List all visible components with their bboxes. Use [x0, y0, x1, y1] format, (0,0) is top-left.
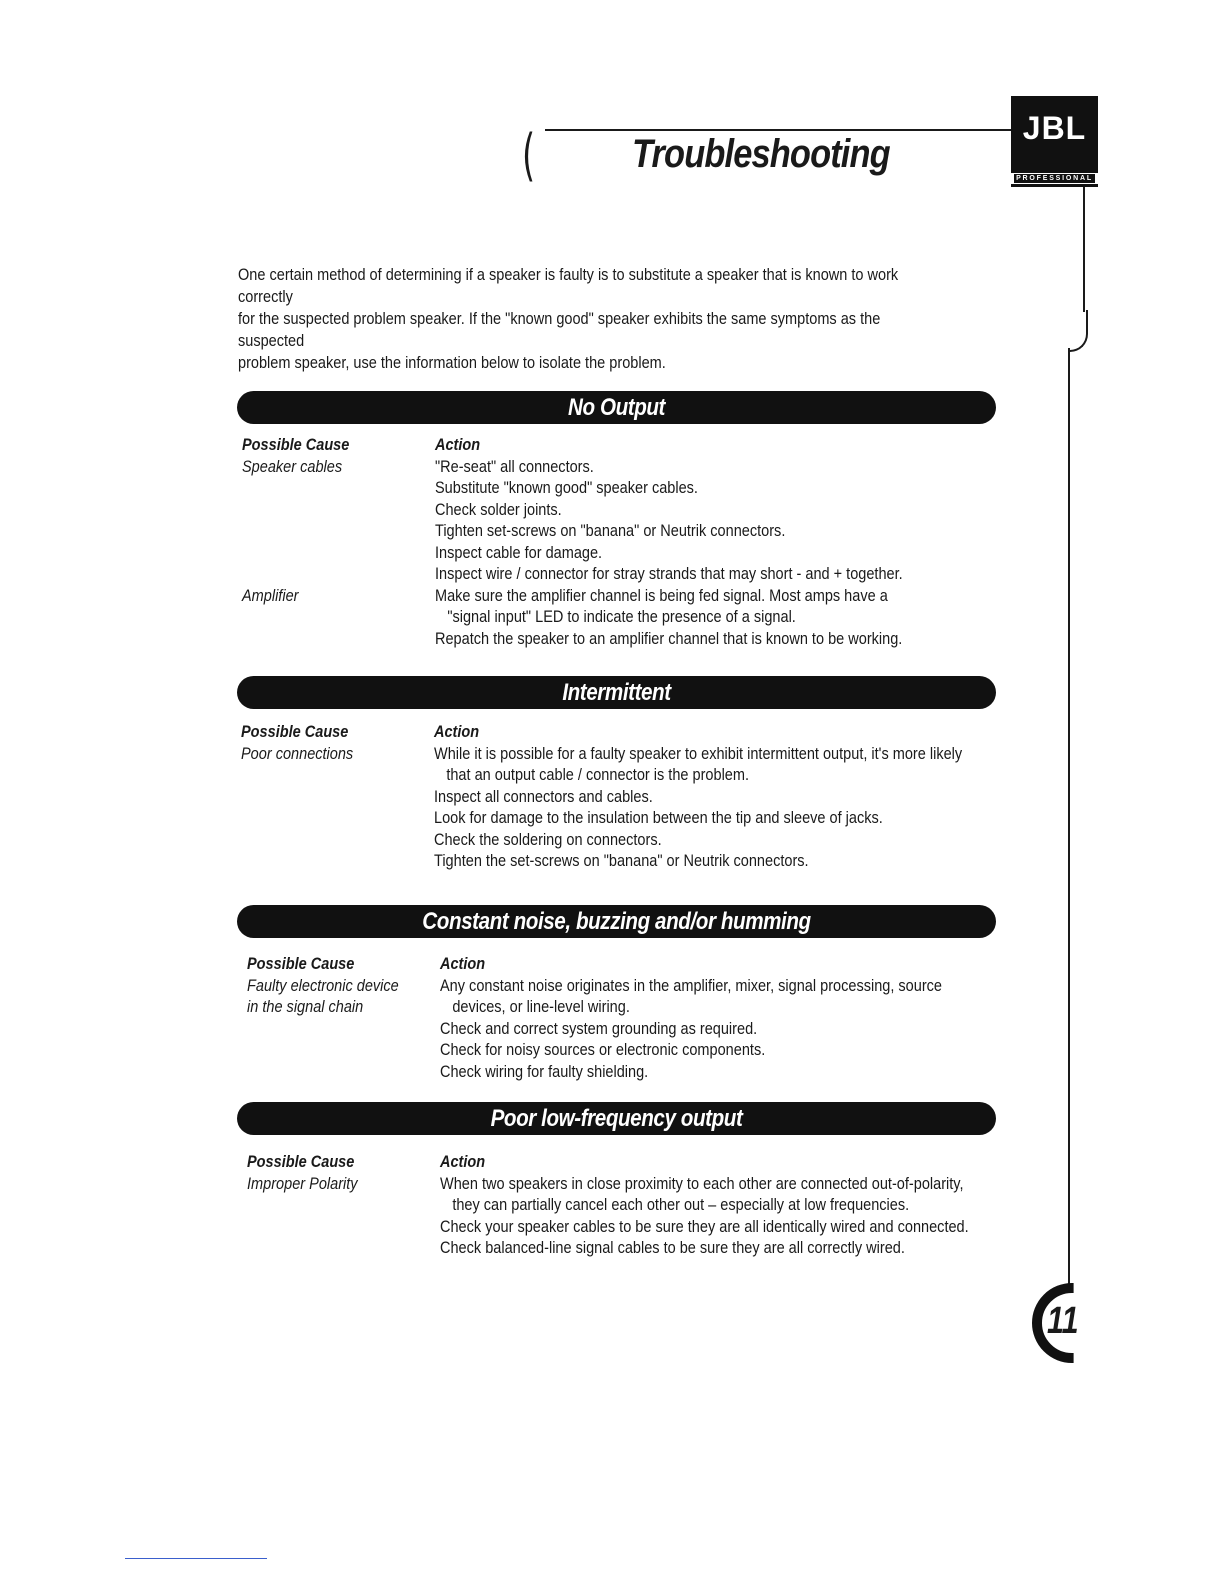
section-title: Intermittent [562, 679, 671, 706]
header-rule [545, 129, 1015, 131]
footer-rule [125, 1558, 267, 1559]
action-item: Check and correct system grounding as required. [440, 1019, 758, 1038]
action-heading: Action [435, 436, 481, 454]
action-item: Substitute "known good" speaker cables. [435, 479, 698, 497]
cause-item: Improper Polarity [247, 1174, 358, 1193]
cause-heading: Possible Cause [242, 436, 350, 454]
action-item: Inspect cable for damage. [435, 543, 603, 562]
page-number: 11 [1047, 1300, 1079, 1342]
intro-line: problem speaker, use the information below to isolate the problem. [238, 354, 666, 372]
action-heading: Action [434, 723, 480, 741]
action-item: Check solder joints. [435, 500, 562, 519]
intro-line: for the suspected problem speaker. If the "known good" speaker exhibits the same symptoms as the suspected [238, 310, 881, 350]
cause-column [242, 435, 422, 607]
side-tab-curve [1068, 310, 1088, 352]
logo-subtitle: PROFESSIONAL [1014, 174, 1095, 183]
cause-item: Amplifier [242, 586, 299, 605]
action-column [440, 1152, 1080, 1260]
action-item: "Re-seat" all connectors. [435, 457, 594, 476]
cause-column [247, 954, 427, 1019]
logo-wordmark: JBL [1022, 110, 1087, 146]
section-title: No Output [567, 394, 665, 421]
action-column [435, 435, 1075, 650]
action-item: Inspect all connectors and cables. [434, 787, 653, 806]
action-item: While it is possible for a faulty speaker to exhibit intermittent output, it's more likely [434, 744, 963, 763]
section-bar-poor-low-frequency [237, 1102, 996, 1135]
page-title: Troubleshooting [632, 132, 890, 176]
cause-heading: Possible Cause [241, 723, 349, 741]
intro-line: One certain method of determining if a speaker is faulty is to substitute a speaker that is known to work correctly [238, 266, 899, 306]
action-heading: Action [440, 1153, 486, 1171]
action-item: Check balanced-line signal cables to be sure they are all correctly wired. [440, 1239, 905, 1257]
section-bar-no-output [237, 391, 996, 424]
action-item: Repatch the speaker to an amplifier channel that is known to be working. [435, 629, 903, 648]
cause-heading: Possible Cause [247, 955, 355, 973]
section-title: Poor low-frequency output [490, 1105, 743, 1132]
action-item: Any constant noise originates in the amplifier, mixer, signal processing, source [440, 976, 943, 995]
action-item: Check for noisy sources or electronic components. [440, 1041, 766, 1059]
action-heading: Action [440, 955, 486, 973]
cause-heading: Possible Cause [247, 1153, 355, 1171]
cause-item: Speaker cables [242, 457, 343, 476]
section-bar-constant-noise [237, 905, 996, 938]
cause-column [247, 1152, 427, 1195]
section-bar-intermittent [237, 676, 996, 709]
action-item: When two speakers in close proximity to each other are connected out-of-polarity, [440, 1174, 964, 1193]
action-item: Look for damage to the insulation between the tip and sleeve of jacks. [434, 809, 883, 827]
jbl-logo [1011, 96, 1098, 187]
action-item: Tighten the set-screws on "banana" or Neutrik connectors. [434, 852, 809, 870]
action-item: "signal input" LED to indicate the presence of a signal. [447, 608, 796, 626]
side-rule-upper [1083, 187, 1085, 312]
action-item: that an output cable / connector is the problem. [446, 766, 750, 784]
intro-paragraph [238, 264, 924, 374]
action-item: Tighten set-screws on "banana" or Neutrik connectors. [435, 522, 786, 540]
action-item: Check the soldering on connectors. [434, 830, 662, 849]
cause-item: in the signal chain [247, 998, 364, 1016]
action-item: Inspect wire / connector for stray strands that may short - and + together. [435, 565, 903, 583]
action-column [434, 722, 1074, 873]
header-bracket: ( [522, 123, 536, 188]
section-title: Constant noise, buzzing and/or humming [422, 908, 811, 935]
action-item: devices, or line-level wiring. [452, 998, 630, 1016]
cause-column [241, 722, 421, 765]
action-item: Check wiring for faulty shielding. [440, 1062, 649, 1081]
action-item: Make sure the amplifier channel is being fed signal. Most amps have a [435, 586, 888, 605]
cause-item: Faulty electronic device [247, 976, 399, 995]
cause-item: Poor connections [241, 744, 354, 763]
action-item: Check your speaker cables to be sure they are all identically wired and connected. [440, 1217, 969, 1236]
action-column [440, 954, 1080, 1083]
action-item: they can partially cancel each other out – especially at low frequencies. [452, 1196, 910, 1214]
